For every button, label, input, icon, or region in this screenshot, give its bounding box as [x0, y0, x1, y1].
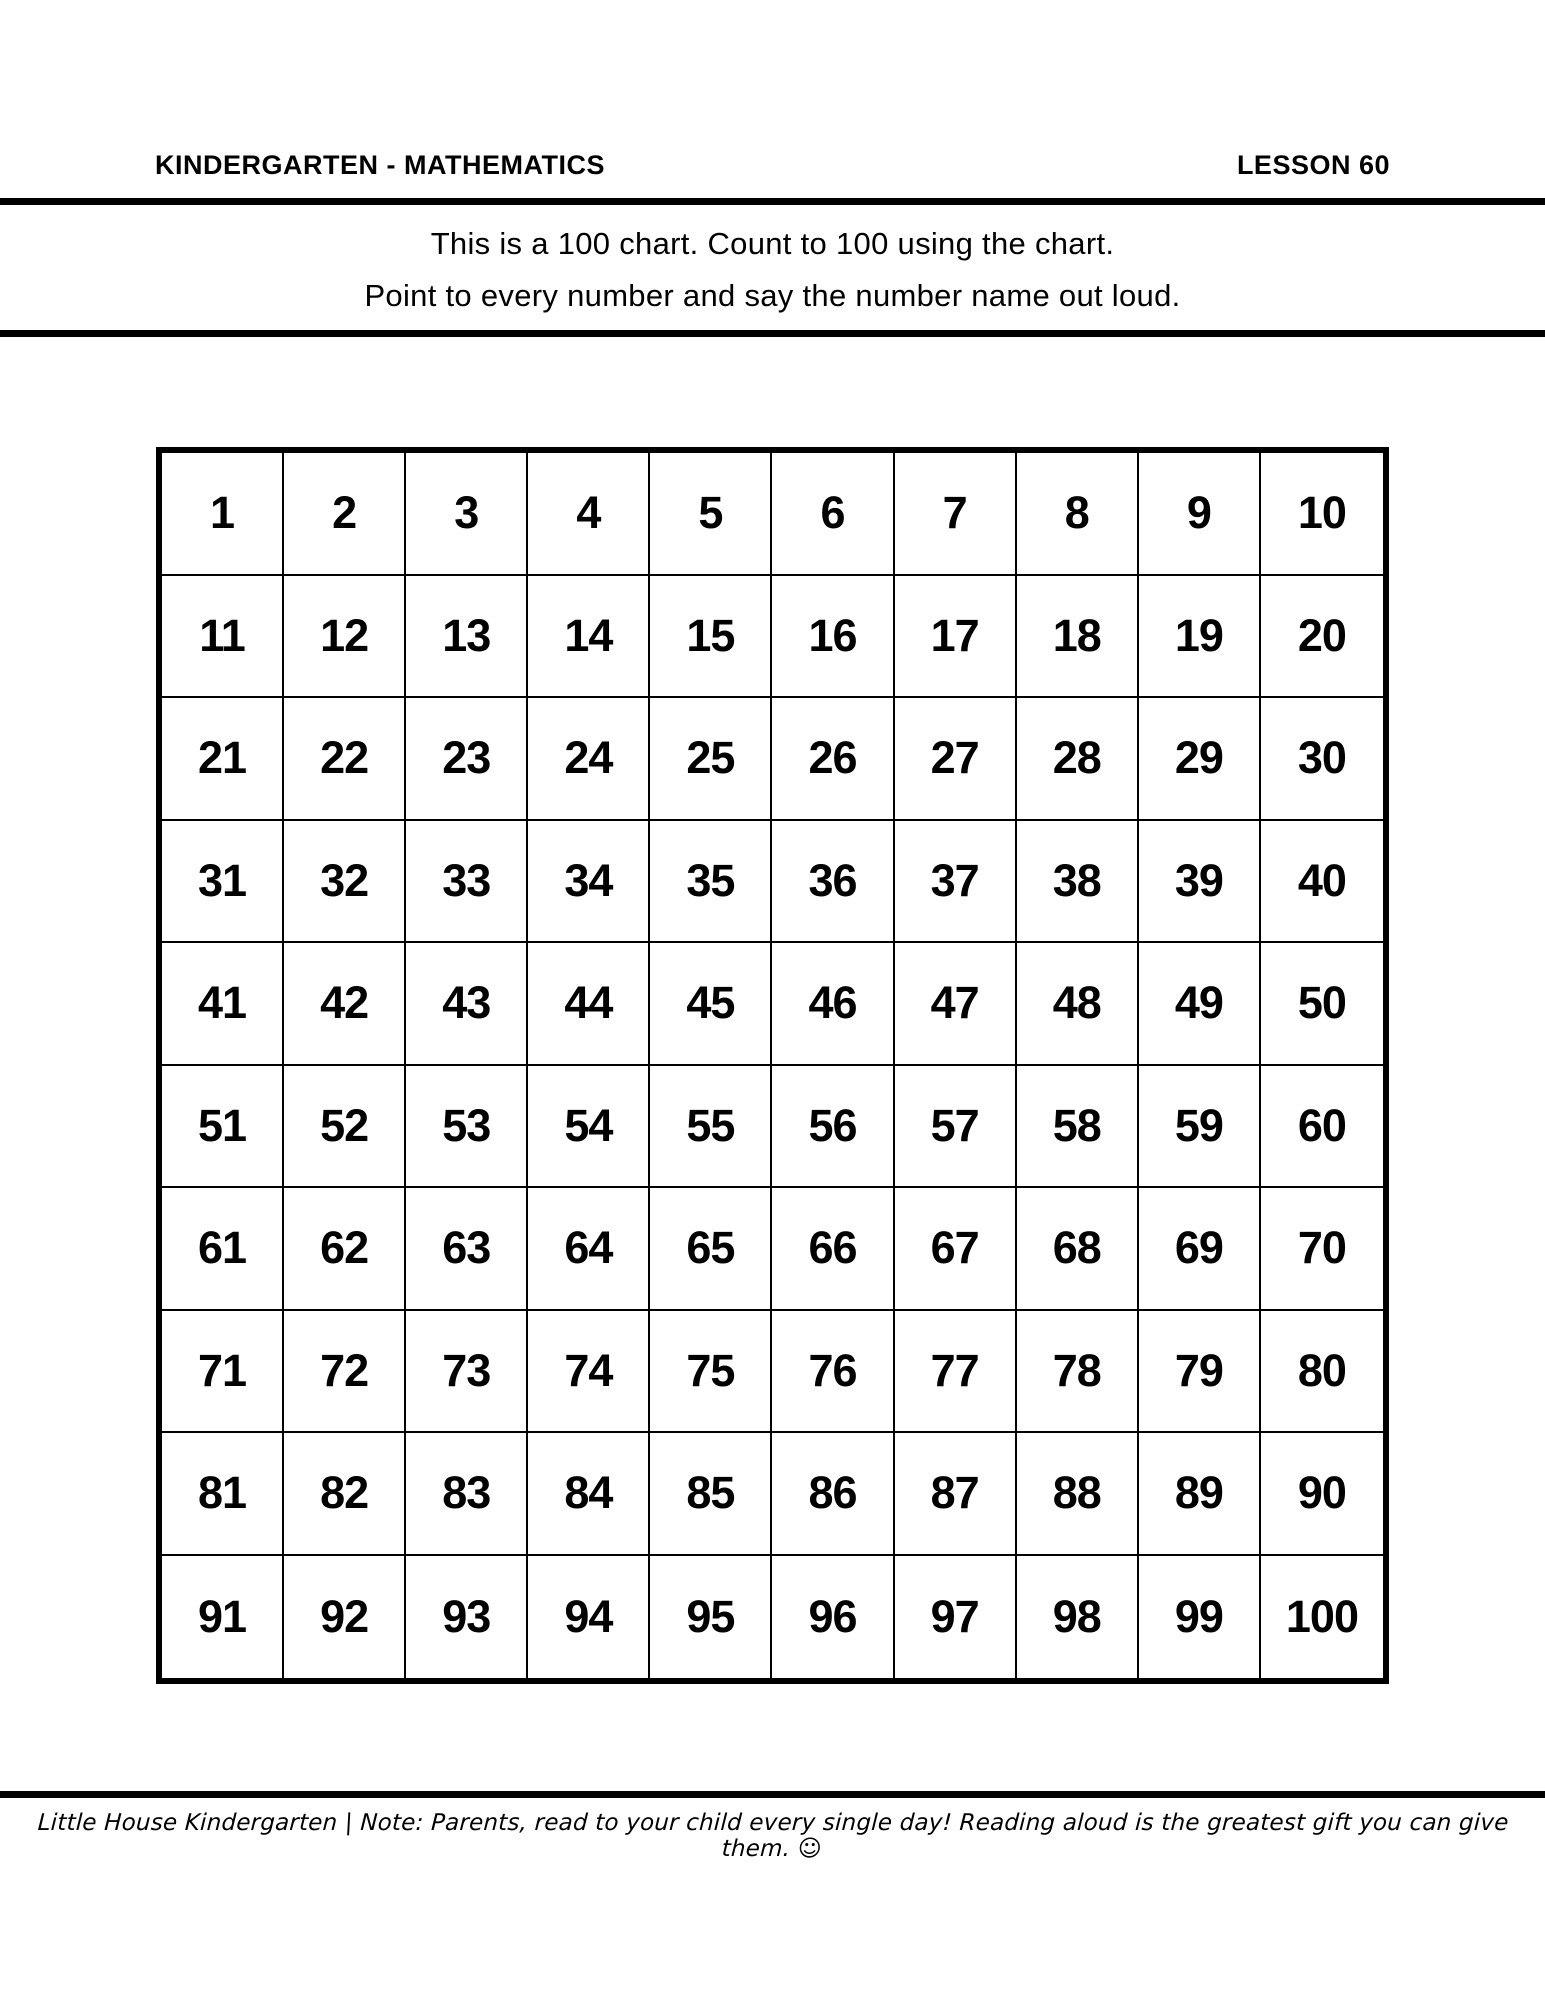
grid-cell-83: 83 [406, 1433, 528, 1556]
grid-cell-81: 81 [162, 1433, 284, 1556]
grid-cell-47: 47 [895, 943, 1017, 1066]
grid-cell-96: 96 [772, 1556, 894, 1679]
grid-cell-31: 31 [162, 821, 284, 944]
grid-cell-13: 13 [406, 576, 528, 699]
grid-cell-37: 37 [895, 821, 1017, 944]
grid-cell-76: 76 [772, 1311, 894, 1434]
grid-cell-30: 30 [1261, 698, 1383, 821]
instructions-divider [0, 330, 1545, 337]
grid-cell-79: 79 [1139, 1311, 1261, 1434]
grid-cell-45: 45 [650, 943, 772, 1066]
grid-cell-59: 59 [1139, 1066, 1261, 1189]
grid-cell-40: 40 [1261, 821, 1383, 944]
grid-cell-65: 65 [650, 1188, 772, 1311]
instructions-block [0, 218, 1545, 322]
instruction-line-1: This is a 100 chart. Count to 100 using the chart. [430, 226, 1115, 261]
grid-cell-28: 28 [1017, 698, 1139, 821]
grid-cell-50: 50 [1261, 943, 1383, 1066]
grid-cell-27: 27 [895, 698, 1017, 821]
grid-cell-38: 38 [1017, 821, 1139, 944]
grid-cell-33: 33 [406, 821, 528, 944]
grid-cell-4: 4 [528, 453, 650, 576]
grid-cell-34: 34 [528, 821, 650, 944]
grid-cell-7: 7 [895, 453, 1017, 576]
grid-cell-22: 22 [284, 698, 406, 821]
grid-cell-66: 66 [772, 1188, 894, 1311]
grid-cell-16: 16 [772, 576, 894, 699]
grid-cell-14: 14 [528, 576, 650, 699]
header-divider [0, 198, 1545, 205]
grid-cell-78: 78 [1017, 1311, 1139, 1434]
grid-cell-77: 77 [895, 1311, 1017, 1434]
grid-cell-48: 48 [1017, 943, 1139, 1066]
grid-cell-60: 60 [1261, 1066, 1383, 1189]
grid-cell-21: 21 [162, 698, 284, 821]
grid-cell-94: 94 [528, 1556, 650, 1679]
lesson-number: LESSON 60 [1236, 150, 1390, 180]
grid-cell-62: 62 [284, 1188, 406, 1311]
grid-cell-6: 6 [772, 453, 894, 576]
grid-cell-74: 74 [528, 1311, 650, 1434]
grid-cell-44: 44 [528, 943, 650, 1066]
grid-cell-25: 25 [650, 698, 772, 821]
grid-cell-71: 71 [162, 1311, 284, 1434]
grid-cell-68: 68 [1017, 1188, 1139, 1311]
grid-cell-20: 20 [1261, 576, 1383, 699]
grid-cell-11: 11 [162, 576, 284, 699]
grid-cell-12: 12 [284, 576, 406, 699]
instruction-line-2: Point to every number and say the number name out loud. [364, 278, 1181, 313]
grid-cell-61: 61 [162, 1188, 284, 1311]
grid-cell-35: 35 [650, 821, 772, 944]
grid-cell-55: 55 [650, 1066, 772, 1189]
footer-note: Little House Kindergarten | Note: Parents, read to your child every single day! Reading aloud is the greatest gift you can give them. ☺ [37, 1810, 1510, 1862]
grid-cell-5: 5 [650, 453, 772, 576]
grid-cell-86: 86 [772, 1433, 894, 1556]
grid-cell-10: 10 [1261, 453, 1383, 576]
grid-cell-42: 42 [284, 943, 406, 1066]
grid-cell-1: 1 [162, 453, 284, 576]
grid-cell-36: 36 [772, 821, 894, 944]
grid-cell-91: 91 [162, 1556, 284, 1679]
grid-cell-51: 51 [162, 1066, 284, 1189]
grid-cell-75: 75 [650, 1311, 772, 1434]
grid-cell-54: 54 [528, 1066, 650, 1189]
footer-divider [0, 1791, 1545, 1798]
grid-cell-89: 89 [1139, 1433, 1261, 1556]
grid-cell-32: 32 [284, 821, 406, 944]
grid-cell-53: 53 [406, 1066, 528, 1189]
grid-cell-23: 23 [406, 698, 528, 821]
grid-cell-98: 98 [1017, 1556, 1139, 1679]
grid-cell-41: 41 [162, 943, 284, 1066]
grid-cell-82: 82 [284, 1433, 406, 1556]
grid-cell-90: 90 [1261, 1433, 1383, 1556]
hundred-chart-grid [156, 447, 1389, 1684]
grid-cell-2: 2 [284, 453, 406, 576]
grid-cell-29: 29 [1139, 698, 1261, 821]
grid-cell-93: 93 [406, 1556, 528, 1679]
grid-cell-58: 58 [1017, 1066, 1139, 1189]
grid-cell-24: 24 [528, 698, 650, 821]
grid-cell-46: 46 [772, 943, 894, 1066]
grid-cell-49: 49 [1139, 943, 1261, 1066]
grid-cell-19: 19 [1139, 576, 1261, 699]
grid-cell-85: 85 [650, 1433, 772, 1556]
grid-cell-9: 9 [1139, 453, 1261, 576]
grid-cell-100: 100 [1285, 1590, 1358, 1642]
grid-cell-95: 95 [650, 1556, 772, 1679]
page-header [155, 150, 1390, 181]
grid-cell-56: 56 [772, 1066, 894, 1189]
grid-cell-97: 97 [895, 1556, 1017, 1679]
grid-cell-70: 70 [1261, 1188, 1383, 1311]
grid-cell-63: 63 [406, 1188, 528, 1311]
grid-cell-8: 8 [1017, 453, 1139, 576]
grid-cell-87: 87 [895, 1433, 1017, 1556]
grid-cell-43: 43 [406, 943, 528, 1066]
grid-cell-3: 3 [406, 453, 528, 576]
grid-cell-99: 99 [1139, 1556, 1261, 1679]
grid-cell-18: 18 [1017, 576, 1139, 699]
grid-cell-67: 67 [895, 1188, 1017, 1311]
grid-cell-39: 39 [1139, 821, 1261, 944]
grid-cell-72: 72 [284, 1311, 406, 1434]
grid-cell-84: 84 [528, 1433, 650, 1556]
grid-cell-15: 15 [650, 576, 772, 699]
grid-cell-92: 92 [284, 1556, 406, 1679]
grid-cell-17: 17 [895, 576, 1017, 699]
grid-cell-88: 88 [1017, 1433, 1139, 1556]
grid-cell-64: 64 [528, 1188, 650, 1311]
grid-cell-57: 57 [895, 1066, 1017, 1189]
grid-cell-73: 73 [406, 1311, 528, 1434]
grid-cell-26: 26 [772, 698, 894, 821]
grid-cell-80: 80 [1261, 1311, 1383, 1434]
grid-cell-69: 69 [1139, 1188, 1261, 1311]
grid-cell-52: 52 [284, 1066, 406, 1189]
course-title: KINDERGARTEN - MATHEMATICS [155, 150, 605, 180]
